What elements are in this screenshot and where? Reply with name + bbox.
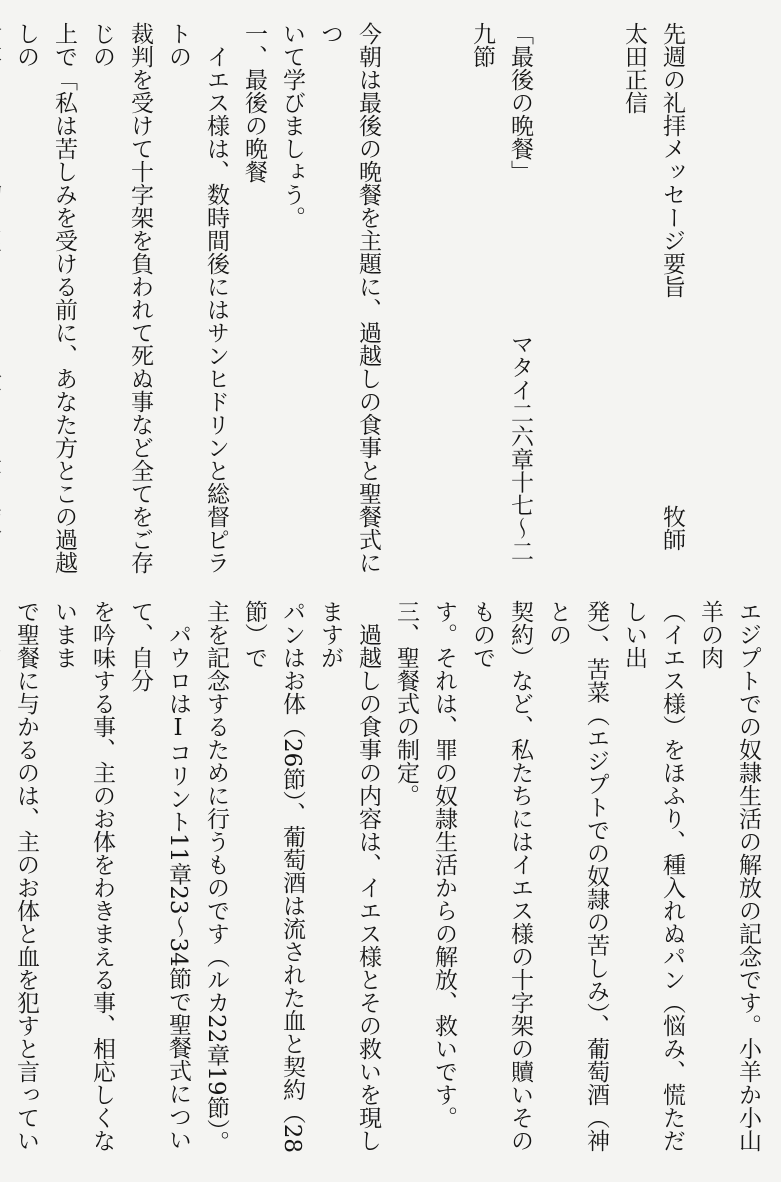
header-spacer xyxy=(659,298,685,505)
bottom-text-line: エジプトでの奴隷生活の解放の記念です。小羊か小山羊の肉 xyxy=(697,600,761,1152)
scripture-reference: マタイ二六章十七～二九節 xyxy=(469,22,533,563)
bottom-text-line: 過越しの食事の内容は、イエス様とその救いを現しますが xyxy=(317,600,381,1152)
bottom-text-line: す。それは、罪の奴隷生活からの解放、救いです。 xyxy=(431,600,457,1129)
bottom-text-line: （イエス様）をほふり、種入れぬパン（悩み、慌ただしい出 xyxy=(621,600,685,1152)
top-text-line: 裁判を受けて十字架を負われて死ぬ事など全てをご存じの xyxy=(89,22,153,574)
speaker-name: 牧師 太田正信 xyxy=(621,22,685,574)
top-text-line: イエス様は、数時間後にはサンヒドリンと総督ピラトの xyxy=(165,22,229,574)
header-title: 先週の礼拝メッセージ要旨 xyxy=(659,22,685,298)
header-line xyxy=(615,22,691,582)
sermon-heading-line xyxy=(463,22,539,582)
bottom-text-line: パンはお体（26節）、葡萄酒は流された血と契約（28節）で xyxy=(241,600,305,1154)
bottom-text-line: 主を記念するために行うものです（ルカ22章19節）。 xyxy=(203,600,229,1154)
sermon-summary-top-section xyxy=(13,22,767,582)
sermon-summary-bottom-section xyxy=(13,600,767,1160)
top-text-line xyxy=(0,22,7,582)
top-text-line: 今朝は最後の晩餐を主題に、過越しの食事と聖餐式につ xyxy=(317,22,381,574)
bottom-text-line: パウロはⅠコリント11章23～34節で聖餐式について、自分 xyxy=(127,600,191,1151)
bottom-text-line: 契約）など、私たちにはイエス様の十字架の贖いそのもので xyxy=(469,600,533,1152)
bottom-text-line: 発）、苦菜（エジプトでの奴隷の苦しみ）、葡萄酒（神との xyxy=(545,600,609,1152)
top-text-line: いて学びましょう。 xyxy=(279,22,305,229)
heading-spacer xyxy=(507,172,533,333)
bottom-text-line: で聖餐に与かるのは、主のお体と血を犯すと言ってい xyxy=(13,600,39,1152)
top-text-line: 一、最後の晩餐 xyxy=(241,22,267,183)
top-text-line: 上で「私は苦しみを受ける前に、あなた方とこの過越しの xyxy=(13,22,77,574)
bottom-text-line: 三、聖餐式の制定。 xyxy=(393,600,419,807)
sermon-heading: 「最後の晩餐」 xyxy=(507,22,533,172)
bottom-text-line: を吟味する事、主のお体をわきまえる事、相応しくないまま xyxy=(51,600,115,1152)
